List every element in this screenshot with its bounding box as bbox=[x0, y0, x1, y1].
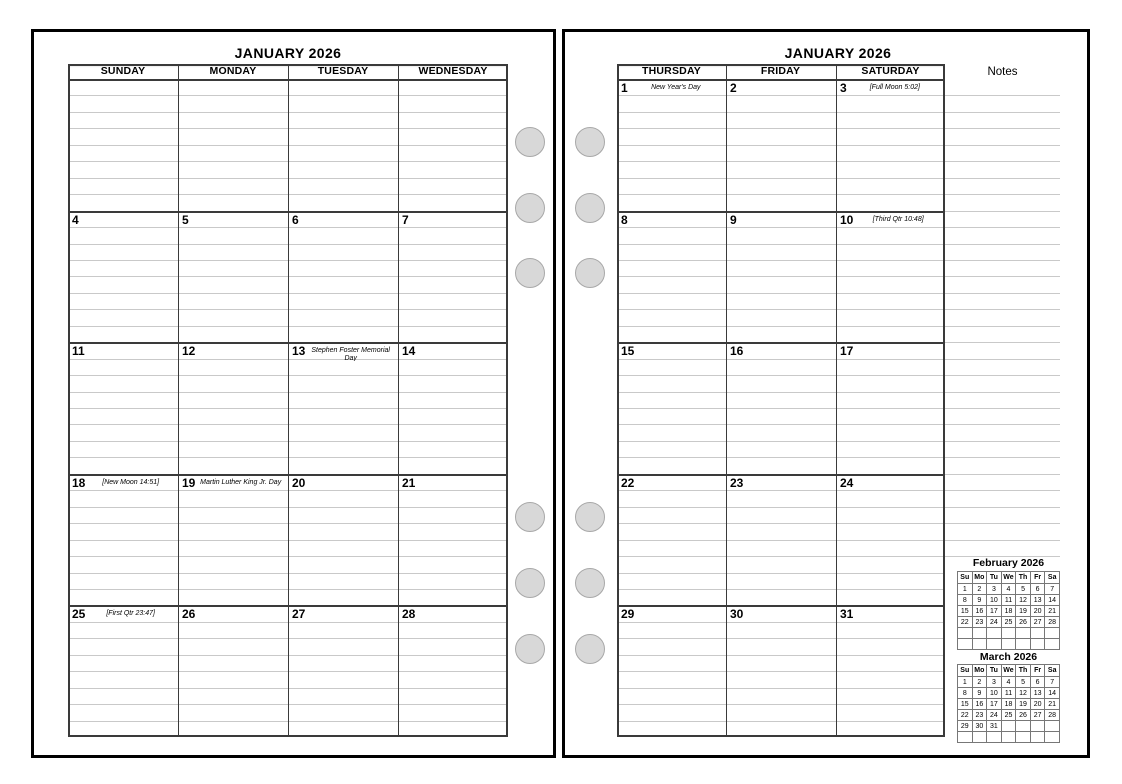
day-number: 20 bbox=[292, 476, 306, 490]
date-cell bbox=[618, 607, 724, 624]
mini-date-cell: 17 bbox=[987, 699, 1002, 710]
mini-date-cell: 9 bbox=[972, 595, 987, 606]
date-cell bbox=[69, 607, 176, 624]
mini-date-cell: 26 bbox=[1016, 710, 1031, 721]
mini-date-cell bbox=[1016, 732, 1031, 743]
mini-date-cell: 1 bbox=[958, 677, 973, 688]
mini-date-cell: 29 bbox=[958, 721, 973, 732]
mini-date-cell: 10 bbox=[987, 688, 1002, 699]
date-cell bbox=[837, 607, 943, 624]
mini-date-cell: 24 bbox=[987, 617, 1002, 628]
notes-line bbox=[945, 507, 1060, 508]
mini-day-header: Th bbox=[1016, 665, 1031, 677]
mini-day-header: Fr bbox=[1030, 572, 1045, 584]
mini-date-cell bbox=[958, 732, 973, 743]
mini-date-cell bbox=[972, 628, 987, 639]
mini-date-cell: 28 bbox=[1045, 617, 1060, 628]
mini-date-cell: 27 bbox=[1030, 710, 1045, 721]
date-cell bbox=[289, 344, 396, 361]
day-number: 26 bbox=[182, 607, 196, 621]
mini-date-cell: 13 bbox=[1030, 688, 1045, 699]
mini-day-header: We bbox=[1001, 665, 1016, 677]
binder-hole bbox=[515, 258, 545, 288]
date-cell bbox=[69, 344, 176, 361]
mini-date-cell: 16 bbox=[972, 606, 987, 617]
date-cell bbox=[179, 344, 286, 361]
mini-date-cell: 5 bbox=[1016, 677, 1031, 688]
mini-date-cell: 17 bbox=[987, 606, 1002, 617]
month-title: JANUARY 2026 bbox=[784, 45, 892, 61]
notes-line bbox=[945, 326, 1060, 327]
day-number: 16 bbox=[730, 344, 744, 358]
mini-day-header: Sa bbox=[1045, 572, 1060, 584]
binder-hole bbox=[575, 568, 605, 598]
day-number: 17 bbox=[840, 344, 854, 358]
mini-date-cell bbox=[958, 639, 973, 650]
day-number: 6 bbox=[292, 213, 299, 227]
holiday-note: [New Moon 14:51] bbox=[102, 479, 160, 486]
date-cell bbox=[618, 476, 724, 493]
mini-day-header: Su bbox=[958, 572, 973, 584]
mini-date-cell bbox=[1001, 721, 1016, 732]
mini-date-cell: 1 bbox=[958, 584, 973, 595]
mini-date-cell: 18 bbox=[1001, 699, 1016, 710]
date-cell bbox=[837, 213, 943, 230]
mini-date-cell bbox=[1030, 628, 1045, 639]
day-number: 7 bbox=[402, 213, 409, 227]
date-cell bbox=[399, 607, 506, 624]
mini-date-cell: 20 bbox=[1030, 699, 1045, 710]
date-cell bbox=[837, 476, 943, 493]
mini-calendar-title: March 2026 bbox=[979, 651, 1038, 663]
holiday-note: Stephen Foster Memorial Day bbox=[311, 347, 390, 361]
mini-date-cell: 24 bbox=[987, 710, 1002, 721]
mini-date-cell: 2 bbox=[972, 584, 987, 595]
mini-date-cell bbox=[1001, 732, 1016, 743]
binder-hole bbox=[515, 193, 545, 223]
mini-date-cell: 19 bbox=[1016, 606, 1031, 617]
day-number: 15 bbox=[621, 344, 635, 358]
date-cell bbox=[69, 213, 176, 230]
mini-calendar bbox=[957, 571, 1060, 650]
notes-line bbox=[945, 95, 1060, 96]
date-cell bbox=[289, 607, 396, 624]
mini-date-cell: 16 bbox=[972, 699, 987, 710]
mini-calendar-title: February 2026 bbox=[972, 557, 1045, 569]
day-number: 13 bbox=[292, 344, 306, 358]
day-number: 31 bbox=[840, 607, 854, 621]
day-number: 3 bbox=[840, 81, 847, 95]
mini-date-cell: 11 bbox=[1001, 595, 1016, 606]
mini-date-cell: 4 bbox=[1001, 677, 1016, 688]
day-number: 23 bbox=[730, 476, 744, 490]
notes-line bbox=[945, 309, 1060, 310]
notes-line bbox=[945, 178, 1060, 179]
notes-line bbox=[945, 194, 1060, 195]
mini-day-header: We bbox=[1001, 572, 1016, 584]
notes-line bbox=[945, 392, 1060, 393]
mini-date-cell: 10 bbox=[987, 595, 1002, 606]
notes-line bbox=[945, 244, 1060, 245]
binder-hole bbox=[515, 634, 545, 664]
mini-day-header: Tu bbox=[987, 665, 1002, 677]
mini-date-cell bbox=[958, 628, 973, 639]
mini-date-cell: 7 bbox=[1045, 584, 1060, 595]
notes-line bbox=[945, 260, 1060, 261]
mini-date-cell: 25 bbox=[1001, 710, 1016, 721]
mini-date-cell: 22 bbox=[958, 710, 973, 721]
mini-date-cell bbox=[1001, 628, 1016, 639]
notes-line bbox=[945, 128, 1060, 129]
date-cell bbox=[179, 607, 286, 624]
date-cell bbox=[399, 476, 506, 493]
mini-date-cell: 23 bbox=[972, 617, 987, 628]
notes-line bbox=[945, 408, 1060, 409]
notes-line bbox=[945, 276, 1060, 277]
day-number: 11 bbox=[72, 344, 85, 358]
notes-line bbox=[945, 474, 1060, 475]
notes-line bbox=[945, 112, 1060, 113]
calendar-grid-border bbox=[617, 64, 945, 737]
mini-date-cell: 12 bbox=[1016, 595, 1031, 606]
mini-date-cell bbox=[1030, 721, 1045, 732]
notes-line bbox=[945, 227, 1060, 228]
notes-line bbox=[945, 490, 1060, 491]
mini-date-cell bbox=[972, 639, 987, 650]
mini-day-header: Su bbox=[958, 665, 973, 677]
mini-date-cell bbox=[1001, 639, 1016, 650]
mini-day-header: Th bbox=[1016, 572, 1031, 584]
holiday-note: New Year's Day bbox=[651, 84, 701, 91]
notes-line bbox=[945, 211, 1060, 212]
day-number: 1 bbox=[621, 81, 628, 95]
notes-line bbox=[945, 145, 1060, 146]
notes-line bbox=[945, 161, 1060, 162]
day-number: 4 bbox=[72, 213, 79, 227]
notes-line bbox=[945, 457, 1060, 458]
notes-line bbox=[945, 441, 1060, 442]
day-number: 14 bbox=[402, 344, 416, 358]
mini-date-cell: 13 bbox=[1030, 595, 1045, 606]
mini-date-cell: 19 bbox=[1016, 699, 1031, 710]
mini-day-header: Tu bbox=[987, 572, 1002, 584]
day-number: 10 bbox=[840, 213, 854, 227]
mini-date-cell: 9 bbox=[972, 688, 987, 699]
binder-hole bbox=[575, 193, 605, 223]
mini-date-cell: 15 bbox=[958, 699, 973, 710]
mini-date-cell: 6 bbox=[1030, 584, 1045, 595]
mini-date-cell: 21 bbox=[1045, 699, 1060, 710]
day-header-friday: FRIDAY bbox=[760, 65, 801, 77]
day-number: 2 bbox=[730, 81, 737, 95]
mini-date-cell bbox=[1030, 732, 1045, 743]
date-cell bbox=[618, 213, 724, 230]
date-cell bbox=[289, 213, 396, 230]
date-cell bbox=[727, 476, 833, 493]
holiday-note: [First Qtr 23:47] bbox=[106, 610, 155, 617]
mini-date-cell: 21 bbox=[1045, 606, 1060, 617]
binder-hole bbox=[515, 502, 545, 532]
mini-date-cell: 14 bbox=[1045, 688, 1060, 699]
notes-line bbox=[945, 342, 1060, 343]
binder-hole bbox=[575, 258, 605, 288]
date-cell bbox=[727, 344, 833, 361]
mini-date-cell: 25 bbox=[1001, 617, 1016, 628]
mini-date-cell: 12 bbox=[1016, 688, 1031, 699]
date-cell bbox=[179, 213, 286, 230]
mini-day-header: Mo bbox=[972, 572, 987, 584]
mini-date-cell bbox=[1045, 732, 1060, 743]
calendar-grid-border bbox=[68, 64, 508, 737]
mini-date-cell: 8 bbox=[958, 688, 973, 699]
left-calendar-page bbox=[31, 29, 556, 758]
holiday-note: [Full Moon 5:02] bbox=[869, 84, 920, 91]
day-number: 30 bbox=[730, 607, 744, 621]
mini-date-cell: 8 bbox=[958, 595, 973, 606]
mini-date-cell: 20 bbox=[1030, 606, 1045, 617]
binder-hole bbox=[515, 127, 545, 157]
mini-date-cell bbox=[987, 732, 1002, 743]
holiday-note: [Third Qtr 10:48] bbox=[872, 216, 924, 223]
day-number: 28 bbox=[402, 607, 416, 621]
binder-hole bbox=[575, 127, 605, 157]
mini-date-cell bbox=[1016, 639, 1031, 650]
binder-hole bbox=[575, 502, 605, 532]
day-number: 18 bbox=[72, 476, 86, 490]
mini-date-cell: 4 bbox=[1001, 584, 1016, 595]
mini-date-cell bbox=[987, 639, 1002, 650]
binder-hole bbox=[575, 634, 605, 664]
mini-date-cell: 5 bbox=[1016, 584, 1031, 595]
notes-line bbox=[945, 424, 1060, 425]
date-cell bbox=[179, 476, 286, 493]
day-number: 9 bbox=[730, 213, 737, 227]
right-calendar-page bbox=[562, 29, 1090, 758]
mini-date-cell bbox=[972, 732, 987, 743]
mini-date-cell: 2 bbox=[972, 677, 987, 688]
mini-date-cell bbox=[1045, 628, 1060, 639]
date-cell bbox=[399, 344, 506, 361]
day-number: 24 bbox=[840, 476, 854, 490]
mini-date-cell: 31 bbox=[987, 721, 1002, 732]
day-number: 5 bbox=[182, 213, 189, 227]
date-cell bbox=[837, 344, 943, 361]
notes-line bbox=[945, 523, 1060, 524]
mini-date-cell: 3 bbox=[987, 584, 1002, 595]
binder-hole bbox=[515, 568, 545, 598]
day-header-thursday: THURSDAY bbox=[642, 65, 701, 77]
mini-day-header: Sa bbox=[1045, 665, 1060, 677]
mini-date-cell: 6 bbox=[1030, 677, 1045, 688]
day-number: 8 bbox=[621, 213, 628, 227]
day-number: 25 bbox=[72, 607, 86, 621]
mini-date-cell: 23 bbox=[972, 710, 987, 721]
mini-date-cell: 27 bbox=[1030, 617, 1045, 628]
mini-calendar bbox=[957, 664, 1060, 743]
mini-date-cell bbox=[1030, 639, 1045, 650]
date-cell bbox=[618, 344, 724, 361]
mini-date-cell: 15 bbox=[958, 606, 973, 617]
day-header-sunday: SUNDAY bbox=[100, 65, 146, 77]
date-cell bbox=[618, 81, 724, 98]
day-number: 19 bbox=[182, 476, 196, 490]
mini-date-cell: 22 bbox=[958, 617, 973, 628]
date-cell bbox=[289, 476, 396, 493]
day-number: 21 bbox=[402, 476, 416, 490]
mini-day-header: Fr bbox=[1030, 665, 1045, 677]
notes-label: Notes bbox=[987, 66, 1018, 78]
month-title: JANUARY 2026 bbox=[234, 45, 342, 61]
mini-date-cell: 3 bbox=[987, 677, 1002, 688]
mini-day-header: Mo bbox=[972, 665, 987, 677]
day-header-saturday: SATURDAY bbox=[861, 65, 920, 77]
date-cell bbox=[727, 81, 833, 98]
date-cell bbox=[837, 81, 943, 98]
mini-date-cell: 18 bbox=[1001, 606, 1016, 617]
date-cell bbox=[727, 213, 833, 230]
holiday-note: Martin Luther King Jr. Day bbox=[200, 479, 282, 486]
date-cell bbox=[69, 476, 176, 493]
day-number: 29 bbox=[621, 607, 635, 621]
mini-date-cell: 14 bbox=[1045, 595, 1060, 606]
day-header-monday: MONDAY bbox=[209, 65, 257, 77]
mini-date-cell bbox=[1045, 721, 1060, 732]
day-number: 22 bbox=[621, 476, 635, 490]
mini-date-cell bbox=[1016, 628, 1031, 639]
mini-date-cell bbox=[1045, 639, 1060, 650]
mini-date-cell bbox=[1016, 721, 1031, 732]
notes-line bbox=[945, 540, 1060, 541]
date-cell bbox=[727, 607, 833, 624]
day-number: 27 bbox=[292, 607, 306, 621]
mini-date-cell: 7 bbox=[1045, 677, 1060, 688]
mini-date-cell: 26 bbox=[1016, 617, 1031, 628]
day-header-wednesday: WEDNESDAY bbox=[418, 65, 488, 77]
notes-line bbox=[945, 375, 1060, 376]
day-header-tuesday: TUESDAY bbox=[317, 65, 369, 77]
day-number: 12 bbox=[182, 344, 196, 358]
mini-date-cell bbox=[987, 628, 1002, 639]
date-cell bbox=[399, 213, 506, 230]
mini-date-cell: 30 bbox=[972, 721, 987, 732]
mini-date-cell: 11 bbox=[1001, 688, 1016, 699]
notes-line bbox=[945, 293, 1060, 294]
mini-date-cell: 28 bbox=[1045, 710, 1060, 721]
notes-line bbox=[945, 359, 1060, 360]
